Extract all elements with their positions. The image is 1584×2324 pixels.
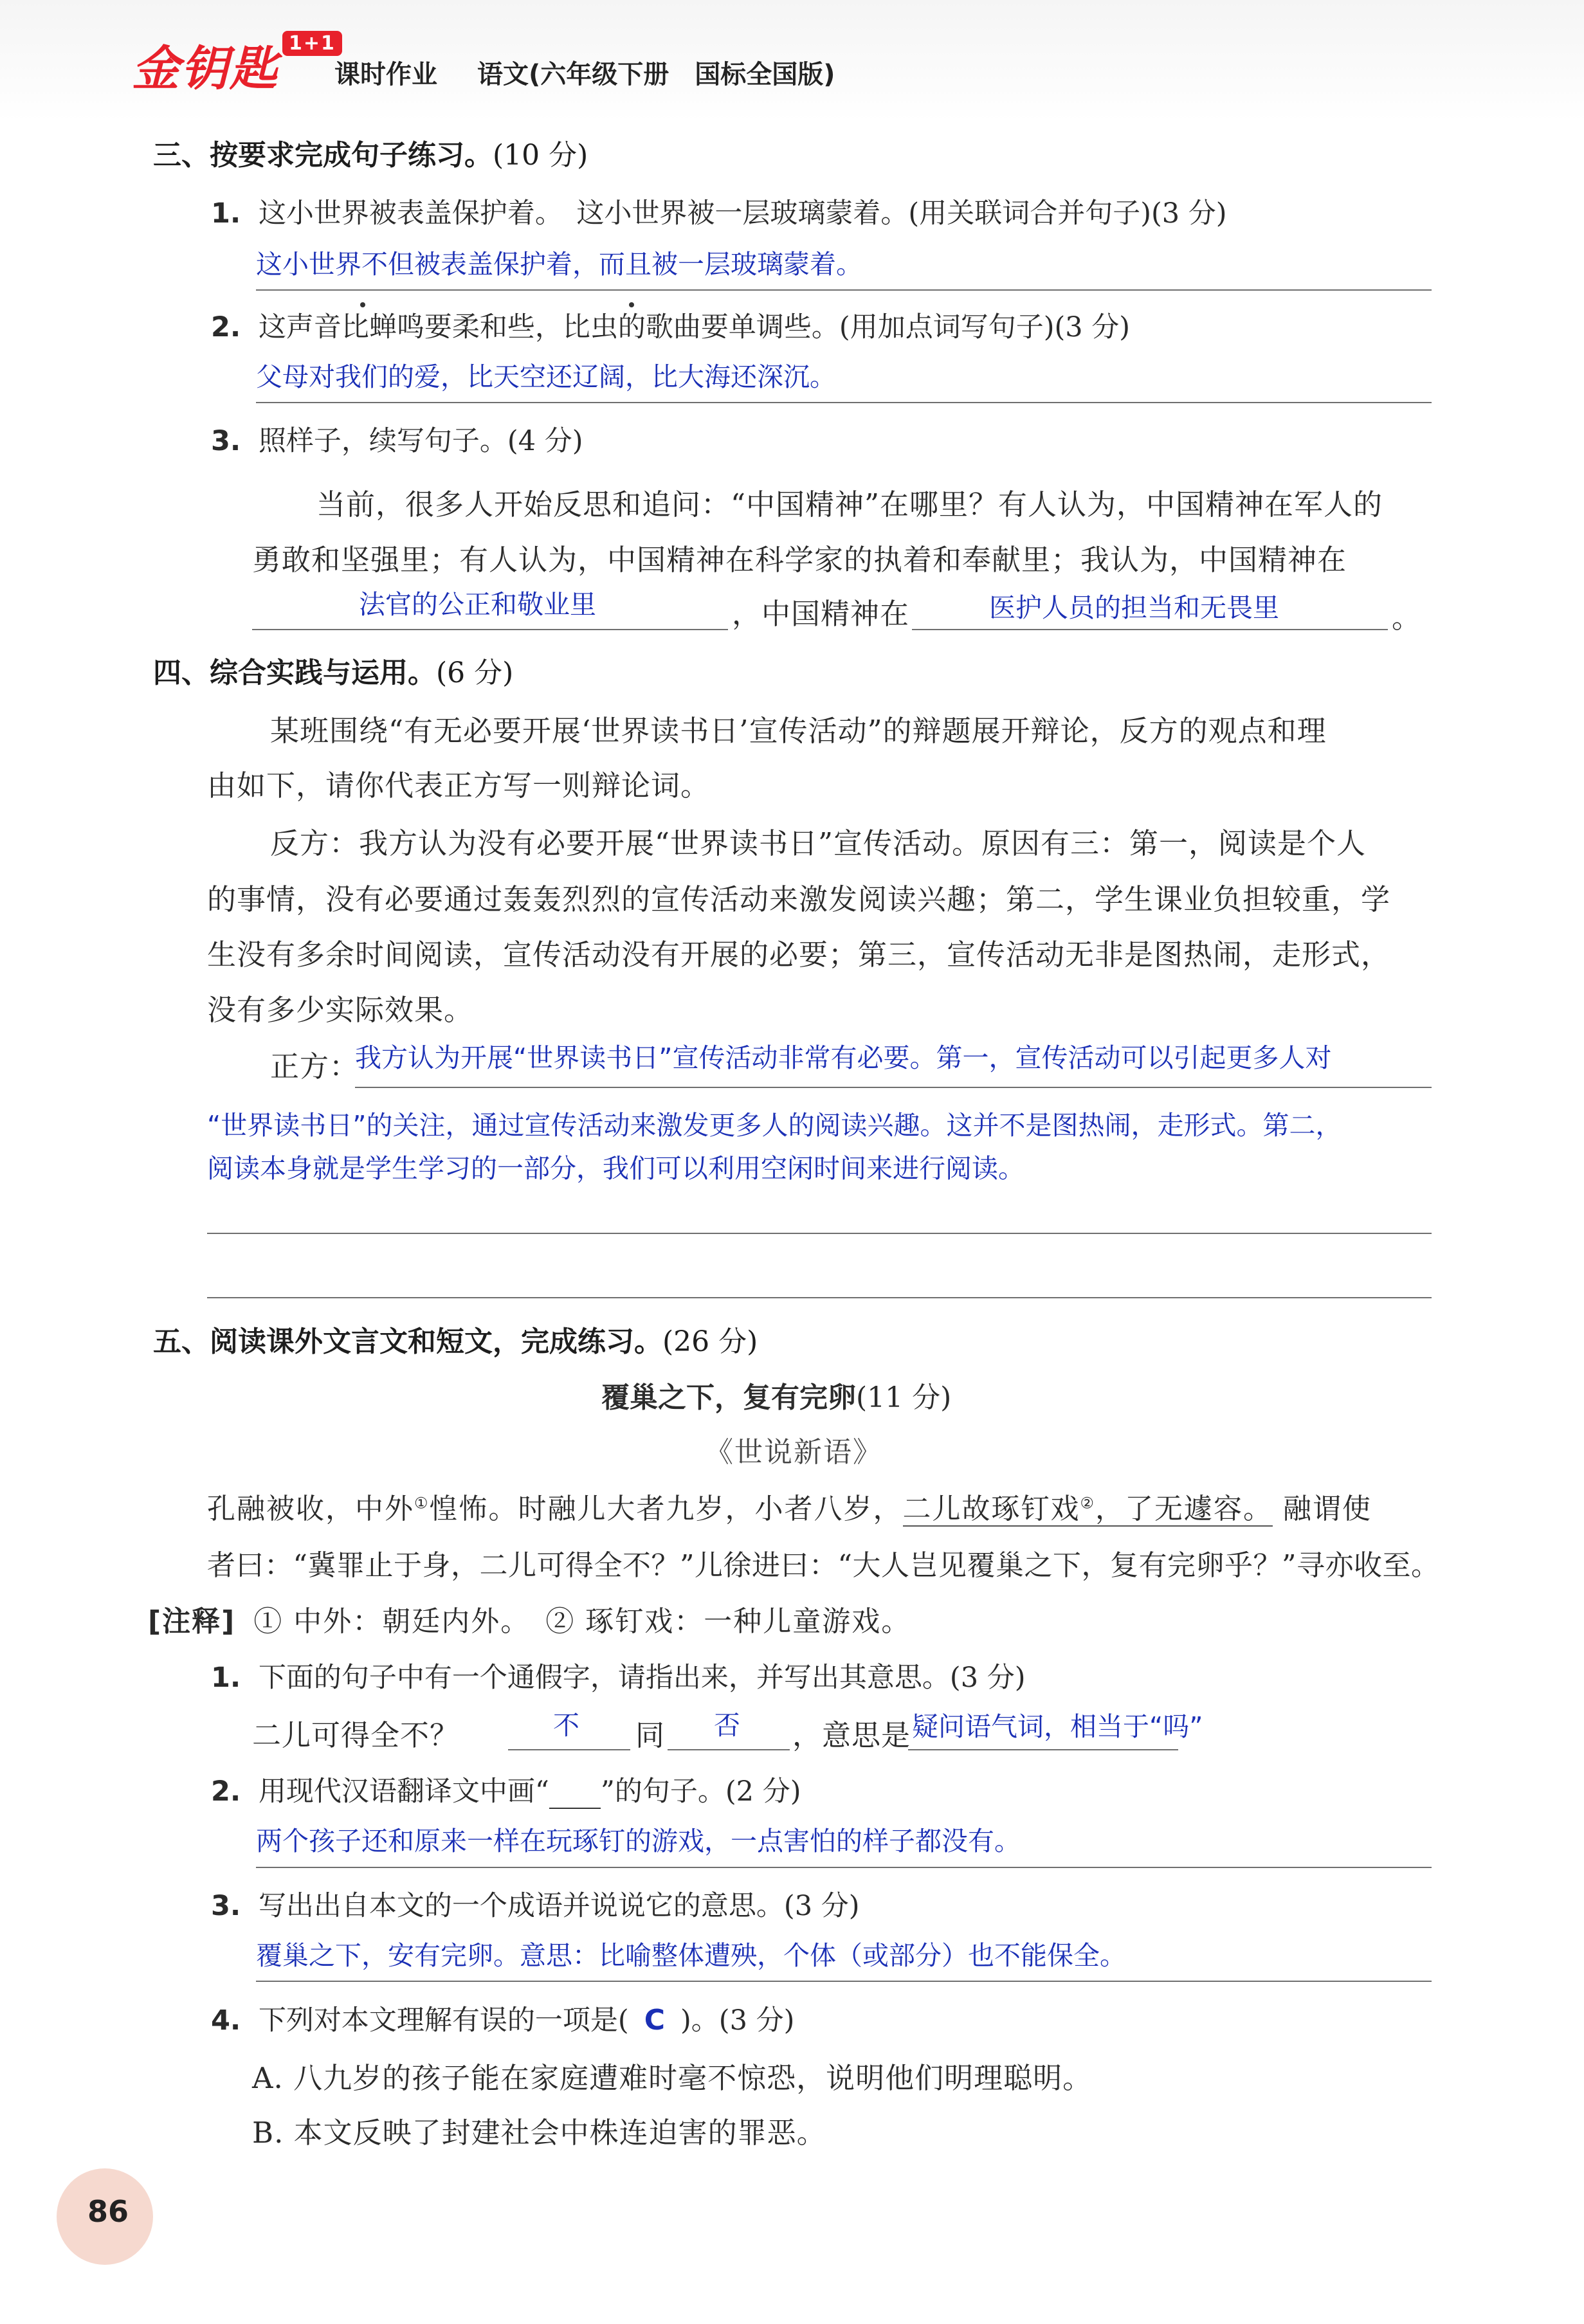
header-subject: 语文(六年级下册 国标全国版) <box>477 60 835 89</box>
s5-q1-answer3-quote: “吗” <box>1149 1711 1203 1742</box>
s4-answer-rule1 <box>355 1087 1432 1088</box>
s5-q1-meaning-label: ，意思是 <box>792 1718 911 1752</box>
s5-q3-answer[interactable]: 覆巢之下，安有完卵。意思：比喻整体遭殃，个体（或部分）也不能保全。 <box>256 1940 1126 1971</box>
s5-underlined-sentence <box>903 1493 1273 1527</box>
s5-q1-answer1[interactable]: 不 <box>553 1710 579 1741</box>
section4-heading-text: 四、综合实践与运用。 <box>153 657 436 689</box>
header-series: 课时作业 <box>334 60 437 89</box>
s5-passage-title <box>601 1374 951 1415</box>
s5-q3-answer-line <box>256 1981 1432 1982</box>
s4-answer-line1[interactable]: 我方认为开展“世界读书日”宣传活动非常有必要。第一，宣传活动可以引起更多人对 <box>355 1042 1332 1073</box>
s5-q2-answer[interactable]: 两个孩子还和原来一样在玩琢钉的游戏，一点害怕的样子都没有。 <box>256 1826 1021 1856</box>
s5-note-label: [注释] <box>148 1605 236 1638</box>
brand-logo <box>132 31 342 99</box>
s5-q1-prompt <box>211 1656 1026 1695</box>
s5-q1-answer3[interactable] <box>912 1705 1203 1743</box>
s5-footnote-ref-2: ② <box>1080 1494 1096 1512</box>
s5-q1-text: 下面的句子中有一个通假字，请指出来，并写出其意思。(3 分) <box>258 1662 1026 1694</box>
section3-heading <box>153 132 588 173</box>
s5-q4-number: 4. <box>211 2004 241 2037</box>
s3-q1-prompt <box>211 192 1227 231</box>
s5-title-score: (11 分) <box>856 1381 952 1414</box>
s5-q2-number: 2. <box>211 1775 241 1808</box>
s3-q2-text: 这声音比蝉鸣要柔和些，比虫的歌曲要单调些。(用加点词写句子)(3 分) <box>258 311 1131 343</box>
s5-line1-a: 孔融被收，中外 <box>207 1493 414 1525</box>
s5-passage-line2: 者曰：“冀罪止于身，二儿可得全不？”儿徐进曰：“大人岂见覆巢之下，复有完卵乎？”寻亦收至。 <box>207 1549 1440 1582</box>
s5-line1-d: ，了无遽容。 <box>1095 1493 1273 1525</box>
s5-q3-text: 写出出自本文的一个成语并说说它的意思。(3 分) <box>258 1890 860 1922</box>
s5-notes <box>148 1598 911 1639</box>
s3-q2-prompt <box>211 305 1130 345</box>
s3-q1-answer[interactable]: 这小世界不但被表盖保护着，而且被一层玻璃蒙着。 <box>256 249 862 280</box>
brand-name: 金钥匙 <box>132 41 278 96</box>
s3-q1-text: 这小世界被表盖保护着。 这小世界被一层玻璃蒙着。(用关联词合并句子)(3 分) <box>258 197 1227 230</box>
emphasis-dot-bi-2 <box>629 302 634 307</box>
s5-q3-prompt <box>211 1884 860 1923</box>
s5-note-text: ① 中外：朝廷内外。 ② 琢钉戏：一种儿童游戏。 <box>253 1605 911 1638</box>
s5-q1-number: 1. <box>211 1662 241 1694</box>
s3-q2-answer[interactable]: 父母对我们的爱，比天空还辽阔，比大海还深沉。 <box>256 361 836 392</box>
s5-passage-source: 《世说新语》 <box>705 1436 882 1469</box>
section5-heading-text: 五、阅读课外文言文和短文，完成练习。 <box>153 1325 662 1358</box>
s5-passage-line1 <box>207 1485 1372 1527</box>
section3-heading-text: 三、按要求完成句子练习。 <box>153 139 493 172</box>
s5-q2-answer-line <box>256 1867 1432 1868</box>
s3-q1-number: 1. <box>211 197 241 230</box>
s5-line1-b: 惶怖。时融儿大者九岁，小者八岁， <box>429 1493 903 1525</box>
s5-q4-text-a: 下列对本文理解有误的一项是( <box>258 2004 629 2037</box>
s4-p1-line1: 某班围绕“有无必要开展‘世界读书日’宣传活动”的辩题展开辩论，反方的观点和理 <box>270 714 1327 748</box>
s5-q3-number: 3. <box>211 1890 241 1922</box>
s5-q1-answer3-text: 疑问语气词，相当于 <box>912 1711 1149 1742</box>
s3-q3-mid-text: ，中国精神在 <box>732 597 910 631</box>
s3-q3-answer2[interactable]: 医护人员的担当和无畏里 <box>989 592 1279 623</box>
s5-q1-sentence: 二儿可得全不？ <box>252 1718 460 1752</box>
s3-q1-answer-line <box>256 289 1432 291</box>
s4-p2-line1: 反方：我方认为没有必要开展“世界读书日”宣传活动。原因有三：第一，阅读是个人 <box>270 826 1367 860</box>
s5-q1-tong: 同 <box>635 1718 666 1752</box>
s5-q4-text-b: )。(3 分) <box>680 2004 795 2037</box>
s4-pro-label: 正方： <box>270 1049 360 1084</box>
s4-p2-line4: 没有多少实际效果。 <box>207 993 474 1027</box>
s5-q2-text-b: ”的句子。(2 分) <box>600 1775 801 1808</box>
s3-q2-number: 2. <box>211 311 241 343</box>
s5-line1-c: 二儿故琢钉戏 <box>902 1493 1080 1525</box>
s4-answer-rule4 <box>207 1297 1432 1298</box>
page-number: 86 <box>87 2194 129 2229</box>
s4-p1-line2: 由如下，请你代表正方写一则辩论词。 <box>207 768 711 803</box>
section4-score: (6 分) <box>436 657 514 689</box>
s5-q4-option-a[interactable]: A. 八九岁的孩子能在家庭遭难时毫不惊恐，说明他们明理聪明。 <box>252 2061 1093 2095</box>
section4-heading <box>153 649 513 691</box>
s5-title-text: 覆巢之下，复有完卵 <box>601 1381 856 1414</box>
section5-heading <box>153 1318 758 1359</box>
s3-q3-answer1[interactable]: 法官的公正和敬业里 <box>359 589 596 620</box>
s4-answer-line3[interactable]: 阅读本身就是学生学习的一部分，我们可以利用空闲时间来进行阅读。 <box>207 1153 1024 1184</box>
s5-q4-prompt <box>211 1999 794 2038</box>
s5-q4-answer[interactable]: C <box>644 2004 666 2037</box>
brand-badge: 1+1 <box>282 31 342 56</box>
s3-q2-answer-line <box>256 402 1432 403</box>
s3-q3-number: 3. <box>211 425 241 457</box>
s4-answer-rule3 <box>207 1233 1432 1234</box>
s4-answer-line2[interactable]: “世界读书日”的关注，通过宣传活动来激发更多人的阅读兴趣。这并不是图热闹，走形式。第二， <box>207 1110 1342 1141</box>
emphasis-dot-bi <box>360 302 365 307</box>
s5-q4-option-b[interactable]: B. 本文反映了封建社会中株连迫害的罪恶。 <box>252 2116 826 2150</box>
s5-q2-underline-sample <box>549 1775 601 1809</box>
section3-score: (10 分) <box>493 139 588 172</box>
s5-q2-prompt <box>211 1770 801 1809</box>
s5-footnote-ref-1: ① <box>414 1494 430 1512</box>
s3-q3-para-line2: 勇敢和坚强里；有人认为，中国精神在科学家的执着和奉献里；我认为，中国精神在 <box>252 543 1347 577</box>
s3-q3-text: 照样子，续写句子。(4 分) <box>258 425 583 457</box>
s5-q2-text-a: 用现代汉语翻译文中画“ <box>258 1775 549 1808</box>
s5-q1-answer2[interactable]: 否 <box>714 1710 740 1741</box>
s3-q3-end: 。 <box>1392 601 1422 635</box>
s5-line1-e: 融谓使 <box>1283 1493 1372 1525</box>
s3-q3-prompt <box>211 419 583 458</box>
s4-p2-line2: 的事情，没有必要通过轰轰烈烈的宣传活动来激发阅读兴趣；第二，学生课业负担较重，学 <box>207 882 1391 916</box>
section5-score: (26 分) <box>662 1325 758 1358</box>
s4-p2-line3: 生没有多余时间阅读，宣传活动没有开展的必要；第三，宣传活动无非是图热闹，走形式， <box>207 938 1391 972</box>
s3-q3-para-line1: 当前，很多人开始反思和追问：“中国精神”在哪里？有人认为，中国精神在军人的 <box>316 487 1383 522</box>
